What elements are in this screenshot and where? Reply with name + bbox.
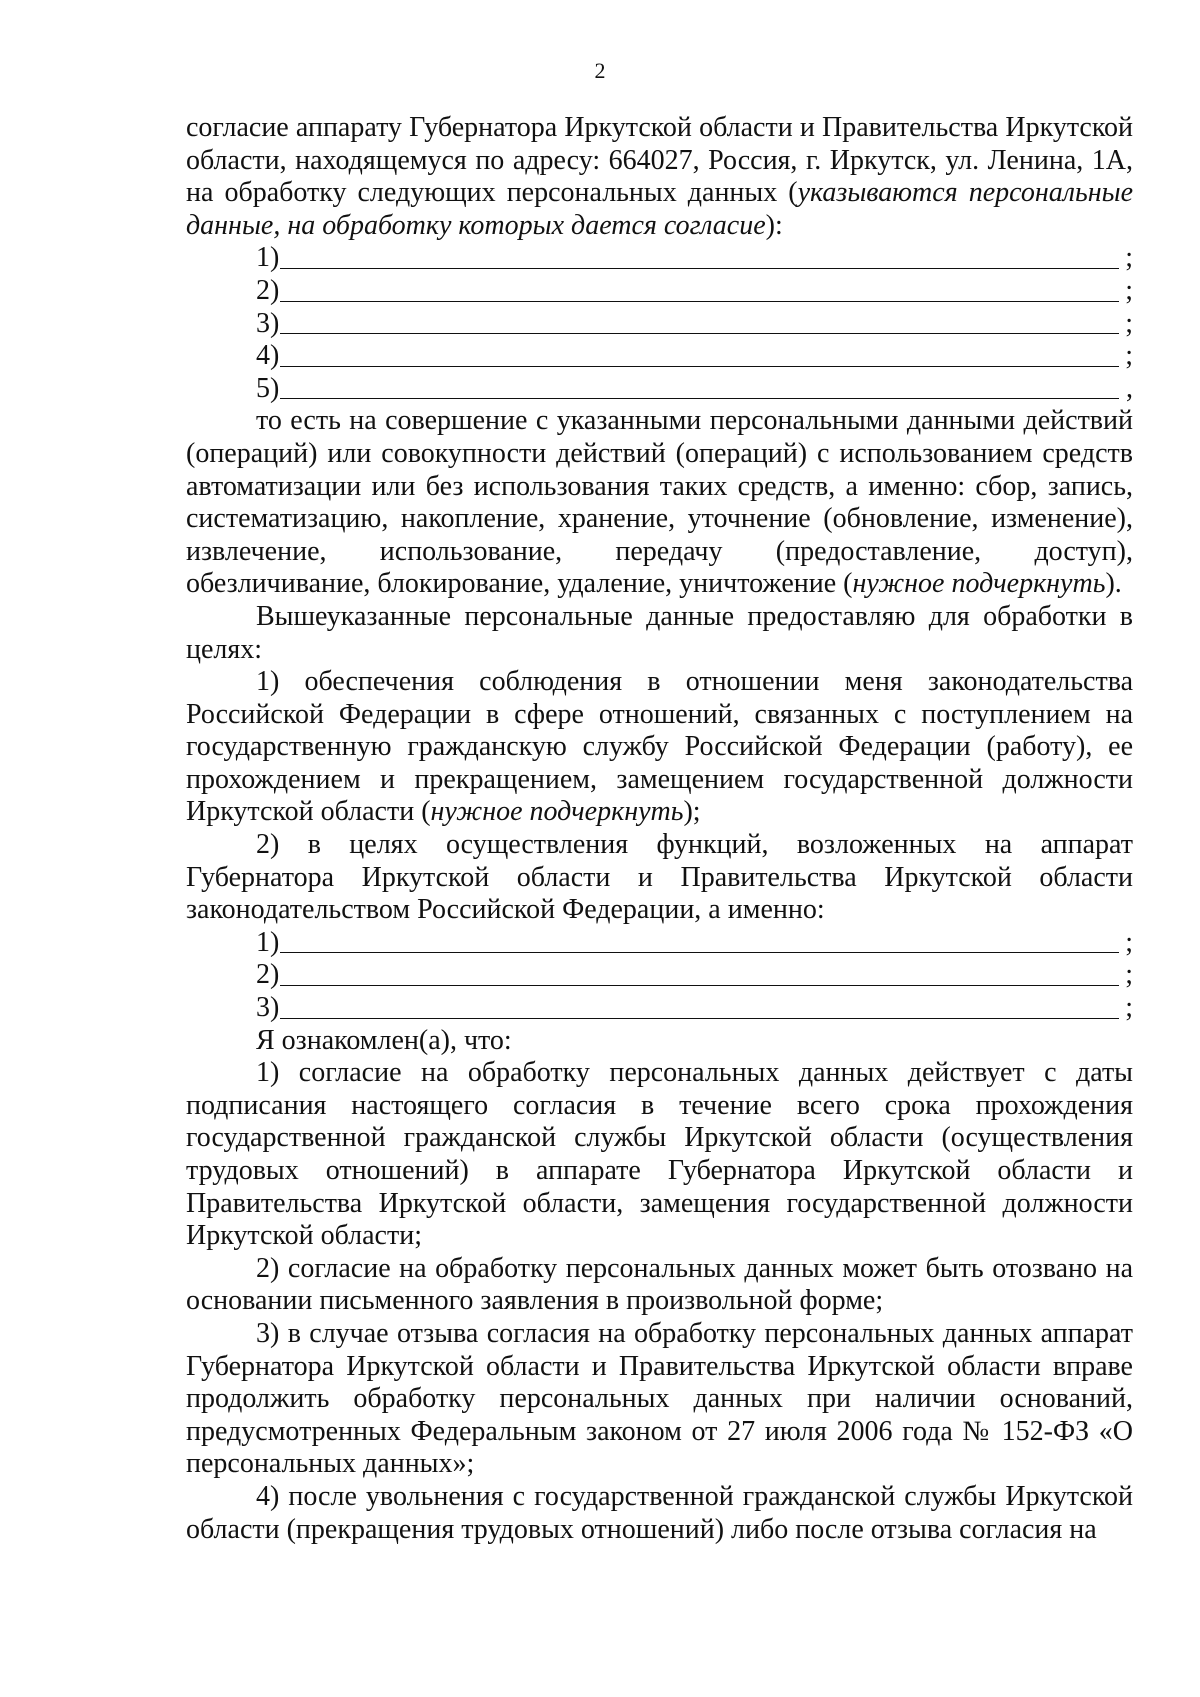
blank-line-number: 2) (256, 274, 280, 306)
personal-data-blank-line[interactable] (256, 373, 1133, 406)
personal-data-blank-line[interactable] (256, 275, 1133, 308)
acknowledgement-item: 4) после увольнения с государственной гражданской службы Иркутской области (прекращения трудовых отношений) либо после отзыва согласия на (186, 1480, 1133, 1545)
processing-actions-end: ). (1105, 568, 1122, 600)
blank-line-underline (280, 365, 1119, 367)
blank-line-punctuation: ; (1125, 992, 1133, 1024)
blank-line-punctuation: ; (1125, 242, 1133, 274)
processing-actions-italic-note: нужное подчеркнуть (852, 568, 1106, 600)
acknowledgement-item: 3) в случае отзыва согласия на обработку персональных данных аппарат Губернатора Иркутской области и Правительства Иркутской области вправе продолжить обработку персональных данных при наличии оснований, предусмотренных Федеральным законом от 27 июля 2006 года № 152-ФЗ «О персональных данных»; (186, 1317, 1133, 1480)
function-blank-line[interactable] (256, 959, 1133, 992)
blank-line-underline (280, 267, 1119, 269)
blank-line-punctuation: ; (1125, 926, 1133, 958)
purpose-1-italic-note: нужное подчеркнуть (430, 796, 684, 828)
blank-line-underline (280, 300, 1119, 302)
personal-data-blank-line[interactable] (256, 340, 1133, 373)
blank-line-number: 5) (256, 372, 280, 404)
personal-data-blank-line[interactable] (256, 242, 1133, 275)
consent-intro-italic-note: указываются персональные данные, на обработку которых дается согласие (186, 177, 1133, 241)
blank-line-underline (280, 332, 1119, 334)
blank-line-punctuation: ; (1125, 274, 1133, 306)
processing-actions-text: то есть на совершение с указанными персональными данными действий (операций) или совокупности действий (операций) с использованием средств автоматизации или без использования таких средств, а именно: сбор, запись, систематизацию, накопление, хранение, уточнение (обновление, изменение), извлечение, использование, передачу (предоставление, доступ), обезличивание, блокирование, удаление, уничтожение ( (186, 405, 1133, 600)
consent-intro-text: согласие аппарату Губернатора Иркутской области и Правительства Иркутской области, находящемуся по адресу: 664027, Россия, г. Иркутск, ул. Ленина, 1А, на обработку следующих персональных данных ( (186, 112, 1133, 209)
blank-line-number: 1) (256, 926, 280, 958)
blank-line-number: 4) (256, 340, 280, 372)
blank-line-punctuation: , (1126, 372, 1133, 404)
acknowledgement-heading: Я ознакомлен(а), что: (256, 1024, 512, 1056)
blank-line-number: 1) (256, 242, 280, 274)
blank-line-punctuation: ; (1125, 340, 1133, 372)
blank-line-underline (280, 1017, 1119, 1019)
blank-line-punctuation: ; (1125, 959, 1133, 991)
purpose-2-paragraph: 2) в целях осуществления функций, возложенных на аппарат Губернатора Иркутской области и Правительства Иркутской области законодательством Российской Федерации, а именно: (186, 829, 1133, 926)
page-number: 2 (594, 58, 606, 83)
blank-line-number: 3) (256, 992, 280, 1024)
function-blank-line[interactable] (256, 927, 1133, 960)
document-body (186, 112, 1133, 1546)
personal-data-blank-list (186, 242, 1133, 405)
blank-line-punctuation: ; (1125, 307, 1133, 339)
blank-line-underline (280, 984, 1119, 986)
acknowledgement-item: 1) согласие на обработку персональных данных действует с даты подписания настоящего согласия в течение всего срока прохождения государственной гражданской службы Иркутской области (осуществления трудовых отношений) в аппарате Губернатора Иркутской области и Правительства Иркутской области, замещения государственной должности Иркутской области; (186, 1057, 1133, 1252)
purpose-1-paragraph (186, 666, 1133, 829)
blank-line-underline (280, 397, 1119, 399)
blank-line-number: 3) (256, 307, 280, 339)
blank-line-number: 2) (256, 959, 280, 991)
blank-line-underline (280, 951, 1119, 953)
function-blank-line[interactable] (256, 992, 1133, 1025)
purpose-1-end: ); (683, 796, 701, 828)
consent-intro-end: ): (765, 209, 783, 241)
personal-data-blank-line[interactable] (256, 308, 1133, 341)
processing-actions-paragraph (186, 405, 1133, 601)
purposes-intro-paragraph: Вышеуказанные персональные данные предоставляю для обработки в целях: (186, 600, 1133, 665)
acknowledgement-item: 2) согласие на обработку персональных данных может быть отозвано на основании письменного заявления в произвольной форме; (186, 1252, 1133, 1317)
purpose-1-text: 1) обеспечения соблюдения в отношении меня законодательства Российской Федерации в сфере отношений, связанных с поступлением на государственную гражданскую службу Российской Федерации (работу), ее прохождением и прекращением, замещением государственной должности Иркутской области ( (186, 666, 1133, 828)
consent-intro-paragraph (186, 112, 1133, 242)
functions-blank-list (186, 927, 1133, 1025)
